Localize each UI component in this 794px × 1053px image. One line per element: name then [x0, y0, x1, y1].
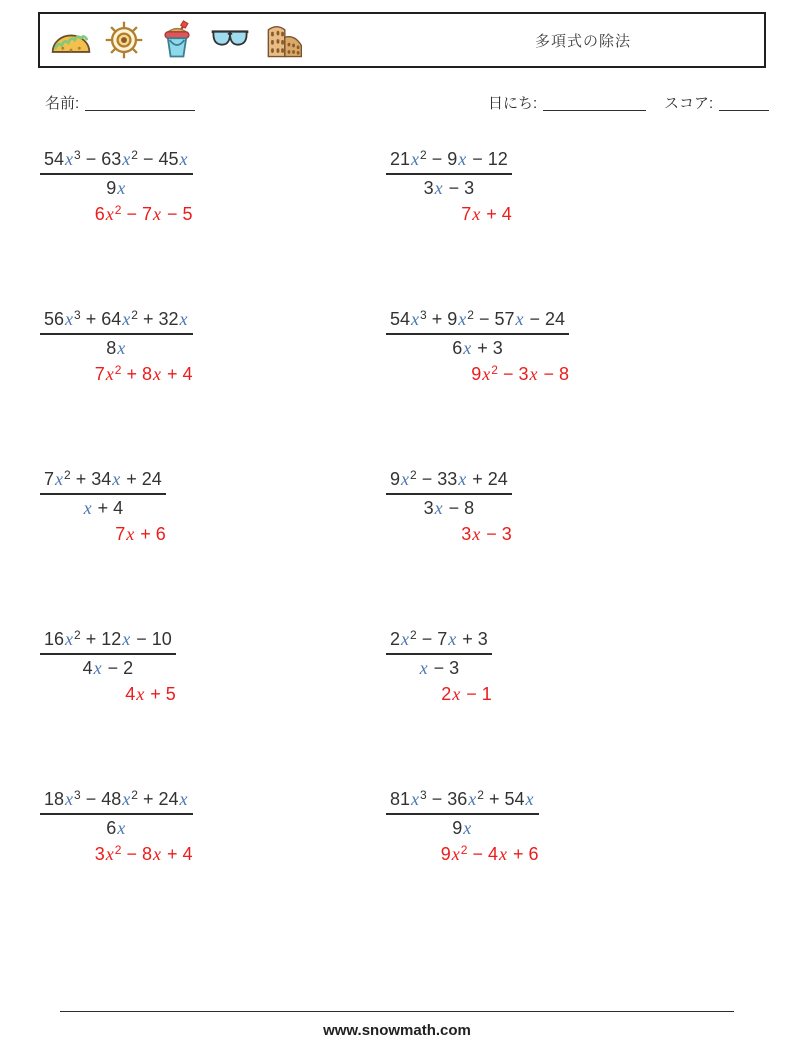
answer: $3x^2 - 8x + 4$ — [94, 843, 193, 864]
footer-divider — [60, 1011, 734, 1012]
problem-7 — [40, 626, 176, 704]
problem-8 — [386, 626, 492, 704]
problem-10 — [386, 786, 539, 864]
numerator: $2x^2 - 7x + 3$ — [386, 626, 492, 655]
name-blank-line — [85, 96, 195, 111]
sand-bucket-icon — [155, 18, 199, 62]
numerator: $54x^3 + 9x^2 - 57x - 24$ — [386, 306, 569, 335]
score-label: スコア: — [664, 95, 714, 112]
answer: 7x + 6 — [115, 524, 166, 544]
header-box — [38, 12, 766, 68]
numerator: $16x^2 + 12x - 10$ — [40, 626, 176, 655]
numerator: $54x^3 - 63x^2 - 45x$ — [40, 146, 193, 175]
numerator: $81x^3 - 36x^2 + 54x$ — [386, 786, 539, 815]
denominator: x + 4 — [83, 498, 124, 518]
denominator: 9x — [106, 178, 126, 198]
score-blank-line — [719, 96, 769, 111]
fraction — [40, 626, 176, 680]
problem-6 — [386, 466, 512, 544]
fraction — [386, 786, 539, 840]
fraction — [386, 626, 492, 680]
problems-grid — [40, 146, 754, 864]
header-icon-strip — [40, 18, 402, 62]
problem-4 — [386, 306, 569, 384]
denominator: 8x — [106, 338, 126, 358]
denominator: 9x — [452, 818, 472, 838]
fraction — [40, 306, 193, 360]
answer: 7x + 4 — [461, 204, 512, 224]
numerator: $56x^3 + 64x^2 + 32x$ — [40, 306, 193, 335]
footer-url: www.snowmath.com — [323, 1022, 471, 1039]
fraction — [40, 146, 193, 200]
answer: $7x^2 + 8x + 4$ — [94, 363, 193, 384]
fraction — [386, 146, 512, 200]
numerator: $9x^2 - 33x + 24$ — [386, 466, 512, 495]
name-field — [45, 92, 195, 113]
sunglasses-icon — [208, 18, 252, 62]
answer: $9x^2 - 4x + 6$ — [440, 843, 539, 864]
date-field — [488, 92, 646, 113]
numerator: $21x^2 - 9x - 12$ — [386, 146, 512, 175]
fraction — [386, 466, 512, 520]
denominator: 3x − 8 — [423, 498, 475, 518]
problem-9 — [40, 786, 193, 864]
numerator: $18x^3 - 48x^2 + 24x$ — [40, 786, 193, 815]
taco-icon — [49, 18, 93, 62]
answer: $9x^2 - 3x - 8$ — [471, 363, 570, 384]
score-field — [664, 92, 769, 113]
denominator: 6x + 3 — [452, 338, 503, 358]
problem-5 — [40, 466, 166, 544]
colosseum-icon — [261, 18, 305, 62]
numerator: $7x^2 + 34x + 24$ — [40, 466, 166, 495]
problem-2 — [386, 146, 512, 224]
ship-wheel-icon — [102, 18, 146, 62]
answer: 2x − 1 — [441, 684, 492, 704]
denominator: 3x − 3 — [423, 178, 475, 198]
fraction — [40, 786, 193, 840]
worksheet-title: 多項式の除法 — [534, 32, 631, 50]
denominator: x − 3 — [419, 658, 460, 678]
denominator: 6x — [106, 818, 126, 838]
fraction — [386, 306, 569, 360]
date-label: 日にち: — [488, 95, 538, 112]
fraction — [40, 466, 166, 520]
denominator: 4x − 2 — [82, 658, 134, 678]
problem-1 — [40, 146, 193, 224]
date-blank-line — [543, 96, 646, 111]
answer: $6x^2 - 7x - 5$ — [94, 203, 193, 224]
answer: 3x − 3 — [461, 524, 512, 544]
name-label: 名前: — [45, 95, 80, 112]
answer: 4x + 5 — [125, 684, 176, 704]
problem-3 — [40, 306, 193, 384]
